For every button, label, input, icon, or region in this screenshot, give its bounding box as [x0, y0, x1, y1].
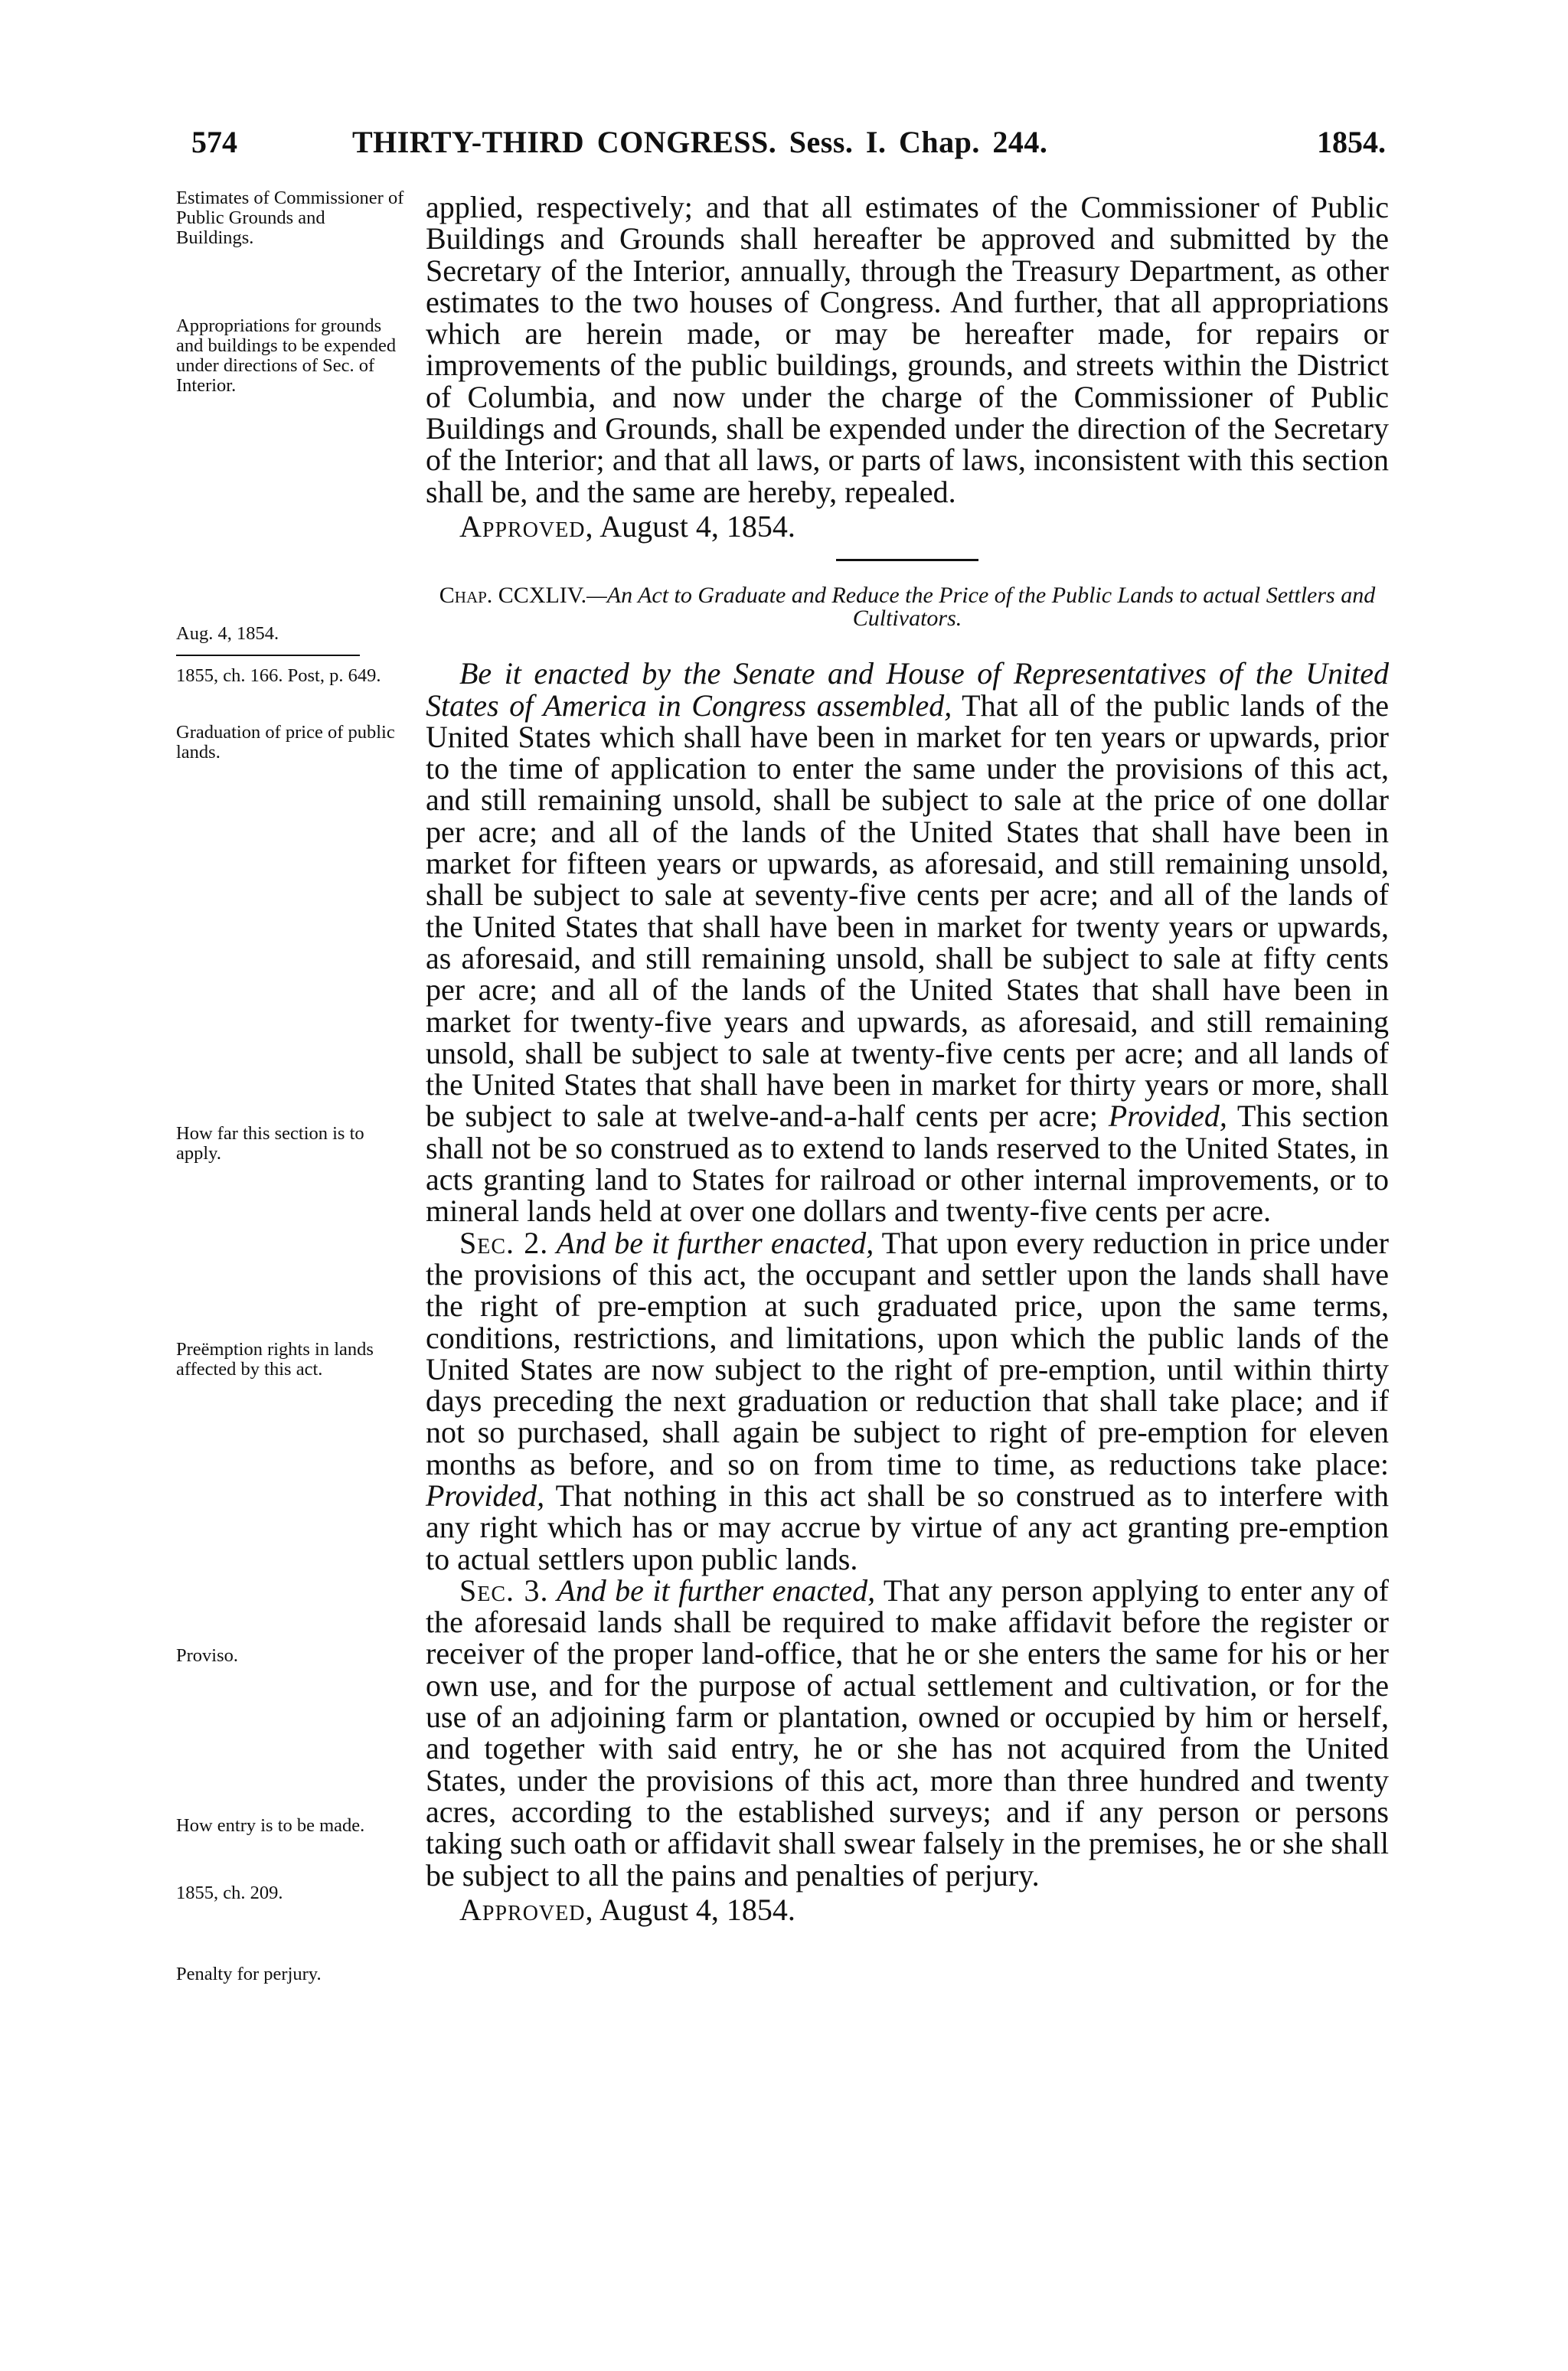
margin-note-date: Aug. 4, 1854. [176, 623, 279, 644]
margin-note-how-far: How far this section is to apply. [176, 1123, 364, 1164]
statute-text [426, 191, 1389, 1925]
section-1: Be it enacted by the Senate and House of Representatives of the United States of America in Congress assembled, That all of the public lands of the United States which shall have been in market for ten years or upwards, prior to the time of application to enter the same under the provisions of this act, and still remaining unsold, shall be subject to sale at the price of one dollar per acre; and all of the lands of the United States that shall have been in market for fifteen years or upwards, as aforesaid, and still remaining unsold, shall be subject to sale at seventy-five cents per acre; and all of the lands of the United States that shall have been in market for twenty years or upwards, as aforesaid, and still remaining unsold, shall be subject to sale at fifty cents per acre; and all of the lands of the United States that shall have been in market for twenty-five years and upwards, as aforesaid, and still remaining unsold, shall be subject to sale at twenty-five cents per acre; and all lands of the United States that shall have been in market for thirty years or more, shall be subject to sale at twelve-and-a-half cents per acre; Provided, This section shall not be so construed as to extend to lands reserved to the United States, in acts granting land to States for railroad or other internal improvements, or to mineral lands held at over one dollars and twenty-five cents per acre. [426, 656, 1389, 1229]
approval-line-final: Approved, August 4, 1854. [459, 1892, 795, 1927]
running-title: THIRTY-THIRD CONGRESS. Sess. I. Chap. 244. [352, 125, 1048, 159]
chapter-divider [836, 559, 978, 561]
running-year: 1854. [1317, 125, 1386, 159]
margin-note-penalty: Penalty for perjury. [176, 1964, 322, 1984]
margin-note-estimates: Estimates of Commissioner of Public Grounds and Buildings. [176, 188, 404, 248]
approval-line: Approved, August 4, 1854. [459, 508, 795, 544]
margin-note-references: 1855, ch. 166. Post, p. 649. [176, 665, 381, 686]
margin-note-graduation: Graduation of price of public lands. [176, 722, 395, 763]
enacting-clause: Be it enacted by the Senate and House of Representatives of the United States of America in Congress assembled, [426, 656, 1389, 723]
margin-note-1855-ch-209: 1855, ch. 209. [176, 1883, 283, 1903]
margin-note-entry: How entry is to be made. [176, 1815, 365, 1836]
margin-note-appropriations: Appropriations for grounds and buildings to be expended under directions of Sec. of Interior. [176, 315, 397, 396]
margin-note-preemption: Preëmption rights in lands affected by this act. [176, 1339, 374, 1380]
section-3: Sec. 3. And be it further enacted, That any person applying to enter any of the aforesaid lands shall be required to make affidavit before the register or receiver of the proper land-office, that he or she enters the same for his or her own use, and for the purpose of actual settlement and cultivation, or for the use of an adjoining farm or plantation, owned or occupied by him or herself, and together with said entry, he or she has not acquired from the United States, under the provisions of this act, more than three hundred and twenty acres, according to the established surveys; and if any person or persons taking such oath or affidavit shall swear falsely in the premises, he or she shall be subject to all the pains and penalties of perjury. [426, 1573, 1389, 1893]
section-2: Sec. 2. And be it further enacted, That upon every reduction in price under the provisions of this act, the occupant and settler upon the lands shall have the right of pre-emption at such graduated price, upon the same terms, conditions, restrictions, and limitations, upon which the public lands of the United States are now subject to the right of pre-emption, until within thirty days preceding the next graduation or reduction that shall take place; and if not so purchased, shall again be subject to right of pre-emption for eleven months as before, and so on from time to time, as reductions take place: Provided, That nothing in this act shall be so construed as to interfere with any right which has or may accrue by virtue of any act granting pre-emption to actual settlers upon public lands. [426, 1225, 1390, 1576]
margin-divider [176, 655, 360, 656]
chapter-heading: Chap. CCXLIV.—An Act to Graduate and Reduce the Price of the Public Lands to actual Settlers and Cultivators. [439, 583, 1376, 632]
running-head [191, 124, 1386, 170]
section-text-continued: applied, respectively; and that all estimates of the Commissioner of Public Buildings and Grounds shall hereafter be approved and submitted by the Secretary of the Interior, annually, through the Treasury Department, as other estimates to the two houses of Congress. And further, that all appropriations which are herein made, or may be hereafter made, for repairs or improvements of the public buildings, grounds, and streets within the District of Columbia, and now under the charge of the Commissioner of Public Buildings and Grounds, shall be expended under the direction of the Secretary of the Interior; and that all laws, or parts of laws, inconsistent with this section shall be, and the same are hereby, repealed. [426, 190, 1389, 509]
margin-note-proviso: Proviso. [176, 1645, 239, 1666]
page-number: 574 [191, 125, 237, 159]
